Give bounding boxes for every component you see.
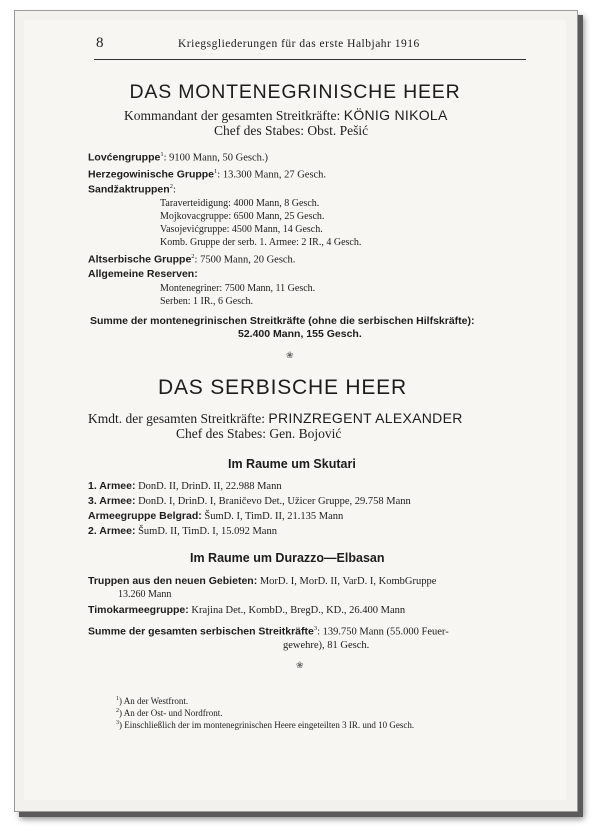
entry-name: Altserbische Gruppe	[88, 253, 192, 266]
entry-sandzak	[88, 183, 176, 196]
separator-ornament: ❀	[286, 350, 294, 360]
sandzak-item: Vasojevićgruppe: 4500 Mann, 14 Gesch.	[160, 224, 323, 235]
entry-lovcen: Lovćengruppe$^1$: 9100 Mann, 50 Gesch.)	[88, 151, 268, 164]
entry-name: 3. Armee:	[88, 495, 136, 507]
commander-name: PRINZREGENT ALEXANDER	[268, 410, 463, 426]
entry-truppen-total: 13.260 Mann	[118, 589, 172, 600]
entry-value: : 7500 Mann, 20 Gesch.	[194, 254, 296, 266]
footnote-text: Einschließlich der im montenegrinischen Heere eingeteilten 3 IR. und 10 Gesch.	[124, 720, 415, 730]
entry-value: MorD. I, MorD. II, VarD. I, KombGruppe	[257, 576, 437, 587]
entry-name: 2. Armee:	[88, 525, 136, 537]
footnote-mark: 1	[116, 696, 119, 702]
chief-name: Gen. Bojović	[269, 426, 342, 441]
footnote-ref: 1	[160, 151, 164, 158]
reserves-label-text: Allgemeine Reserven:	[88, 268, 198, 280]
serbia-summary-cont: gewehre), 81 Gesch.	[283, 640, 370, 651]
sandzak-item: Mojkovacgruppe: 6500 Mann, 25 Gesch.	[160, 211, 325, 222]
entry-name: Sandžaktruppen	[88, 183, 170, 196]
serbia-summary	[88, 625, 449, 638]
entry-value: ŠumD. I, TimD. II, 21.135 Mann	[201, 511, 344, 522]
entry-name: Timokarmeegruppe:	[88, 604, 189, 616]
chief-label: Chef des Stabes:	[214, 123, 304, 138]
entry-name: Herzegowinische Gruppe	[88, 168, 215, 181]
footnote-ref: 3	[313, 625, 318, 632]
montenegro-title: DAS MONTENEGRINISCHE HEER	[129, 81, 461, 103]
montenegro-chief	[214, 123, 368, 139]
entry-value: DonD. I, DrinD. I, Braničevo Det., Užicer Gruppe, 29.758 Mann	[135, 496, 411, 507]
army-entry	[88, 510, 343, 522]
footnote-ref: 1	[214, 168, 218, 175]
footnote: $^2$) An der Ost- und Nordfront.	[116, 708, 223, 718]
entry-name: 1. Armee:	[88, 480, 136, 492]
commander-label: Kmdt. der gesamten Streitkräfte:	[88, 411, 265, 426]
entry-herzegowina	[88, 168, 326, 181]
entry-name: Lovćengruppe	[88, 151, 161, 164]
section-title-skutari: Im Raume um Skutari	[228, 457, 356, 471]
serbia-commander	[88, 410, 463, 427]
entry-name: Truppen aus den neuen Gebieten:	[88, 575, 258, 587]
entry-value: : 13.300 Mann, 27 Gesch.	[217, 169, 327, 181]
entry-timok	[88, 604, 405, 616]
commander-label: Kommandant der gesamten Streitkräfte:	[124, 108, 341, 123]
entry-value: :	[172, 184, 176, 196]
montenegro-commander	[124, 107, 448, 124]
army-entry	[88, 495, 411, 507]
army-entry	[88, 525, 277, 537]
montenegro-summary: Summe der montenegrinischen Streitkräfte (ohne die serbischen Hilfskräfte):	[90, 315, 475, 327]
page-number: 8	[96, 35, 104, 51]
serbia-chief	[176, 426, 341, 442]
entry-value: DonD. II, DrinD. II, 22.988 Mann	[135, 481, 282, 492]
footnote-mark: 2	[116, 708, 119, 714]
header-rule	[94, 59, 526, 60]
entry-value: : 139.750 Mann (55.000 Feuer-	[317, 626, 449, 638]
footnote-ref: 2	[169, 183, 173, 190]
footnote: $^3$) Einschließlich der im montenegrinischen Heere eingeteilten 3 IR. und 10 Gesch.	[116, 720, 415, 730]
sandzak-item: Taraverteidigung: 4000 Mann, 8 Gesch.	[160, 198, 320, 209]
footnote-text: An der Westfront.	[123, 696, 189, 706]
entry-altserbische	[88, 253, 295, 266]
reserve-item: Serben: 1 IR., 6 Gesch.	[160, 296, 254, 307]
section-title-durazzo: Im Raume um Durazzo—Elbasan	[190, 551, 385, 565]
running-head: Kriegsgliederungen für das erste Halbjahr 1916	[178, 38, 420, 50]
book-page	[24, 20, 566, 800]
reserve-item: Montenegriner: 7500 Mann, 11 Gesch.	[160, 283, 316, 294]
montenegro-summary-total: 52.400 Mann, 155 Gesch.	[238, 328, 362, 340]
entry-value: : 9100 Mann, 50 Gesch.	[163, 152, 265, 164]
entry-name: Summe der gesamten serbischen Streitkräfte	[88, 625, 314, 638]
commander-name: KÖNIG NIKOLA	[343, 107, 448, 123]
footnote-mark: 3	[116, 720, 119, 726]
entry-value: Krajina Det., KombD., BregD., KD., 26.400 Mann	[188, 605, 406, 616]
footnote-ref: 2	[191, 253, 195, 260]
footnote-text: An der Ost- und Nordfront.	[123, 708, 223, 718]
chief-name: Obst. Pešić	[307, 123, 369, 138]
reserves-label	[88, 268, 198, 280]
separator-ornament: ❀	[296, 660, 304, 670]
chief-label: Chef des Stabes:	[176, 426, 266, 441]
entry-value: ŠumD. II, TimD. I, 15.092 Mann	[135, 526, 277, 537]
footnote: $^1$) An der Westfront.	[116, 696, 189, 706]
army-entry	[88, 480, 282, 492]
entry-truppen	[88, 575, 436, 587]
entry-name: Armeegruppe Belgrad:	[88, 510, 202, 522]
sandzak-item: Komb. Gruppe der serb. 1. Armee: 2 IR., 4 Gesch.	[160, 237, 362, 248]
serbia-title: DAS SERBISCHE HEER	[158, 376, 407, 399]
